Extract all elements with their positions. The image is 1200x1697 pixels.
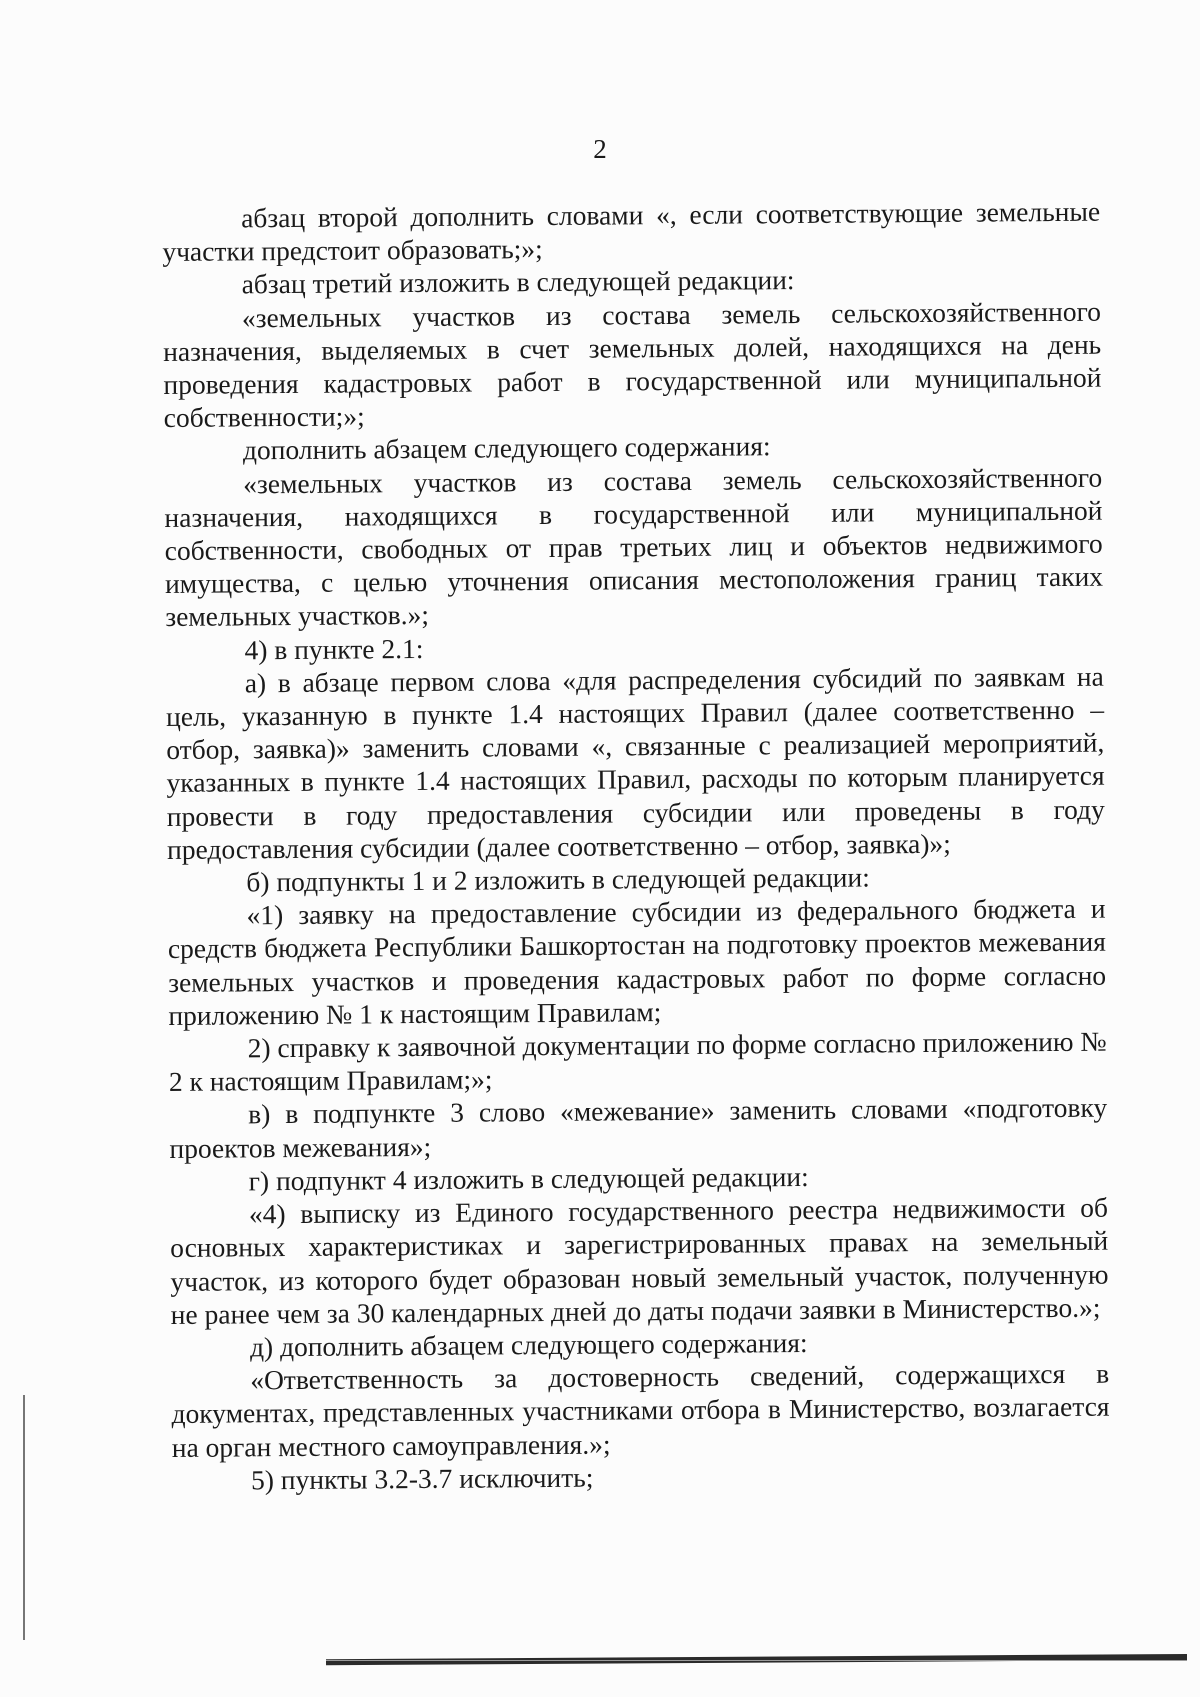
paragraph: «земельных участков из состава земель сельскохозяйственного назначения, находящихся в государственной или муниципальной собственности, свободных от прав третьих лиц и объектов недвижимого имущества, с целью уточнения описания местоположения границ таких земельных участков.»; xyxy=(164,461,1104,633)
paragraph: 4) в пункте 2.1: xyxy=(244,632,424,666)
paragraph: г) подпункт 4 изложить в следующей редакции: xyxy=(248,1160,809,1197)
paragraph: в) в подпункте 3 слово «межевание» заменить словами «подготовку проектов межевания»; xyxy=(169,1092,1108,1164)
paragraph: «1) заявку на предоставление субсидии из федерального бюджета и средств бюджета Республики Башкортостан на подготовку проектов межевания земельных участков и проведения кадастровых работ по форме согласно приложению № 1 к настоящим Правилам; xyxy=(167,892,1107,1031)
paragraph: «Ответственность за достоверность сведений, содержащихся в документах, представленных участниками отбора в Министерство, возлагается на орган местного самоуправления.»; xyxy=(171,1357,1110,1463)
paragraph: абзац третий изложить в следующей редакции: xyxy=(241,264,795,300)
paragraph: а) в абзаце первом слова «для распределения субсидий по заявкам на цель, указанную в пункте 1.4 настоящих Правил (далее соответственно – отбор, заявка)» заменить словами «, связанные с реализацией мероприятий, указанных в пункте 1.4 настоящих Правил, расходы по которым планируется провести в году предоставления субсидии или проведены в году предоставления субсидии (далее соответственно – отбор, заявка)»; xyxy=(165,660,1105,865)
paragraph: «земельных участков из состава земель сельскохозяйственного назначения, выделяемых в счет земельных долей, находящихся на день проведения кадастровых работ в государственной или муниципальной собственности;»; xyxy=(163,295,1102,434)
scan-edge-mark xyxy=(23,1395,25,1640)
paragraph: д) дополнить абзацем следующего содержания: xyxy=(249,1326,808,1363)
paragraph: 5) пункты 3.2-3.7 исключить; xyxy=(250,1461,594,1496)
document-body xyxy=(162,195,1110,1497)
paragraph: 2) справку к заявочной документации по форме согласно приложению № 2 к настоящим Правилам;»; xyxy=(168,1025,1107,1098)
paragraph: «4) выписку из Единого государственного реестра недвижимости об основных характеристиках и зарегистрированных правах на земельный участок, из которого будет образован новый земельный участок, полученную не ранее чем за 30 календарных дней до даты подачи заявки в Министерство.»; xyxy=(170,1191,1109,1330)
paragraph: абзац второй дополнить словами «, если соответствующие земельные участки предстоит образовать;»; xyxy=(162,195,1101,268)
paragraph: дополнить абзацем следующего содержания: xyxy=(242,430,771,466)
scan-bottom-rule-shadow xyxy=(326,1660,1187,1661)
page-number: 2 xyxy=(593,134,607,164)
paragraph: б) подпункты 1 и 2 изложить в следующей редакции: xyxy=(246,861,870,898)
